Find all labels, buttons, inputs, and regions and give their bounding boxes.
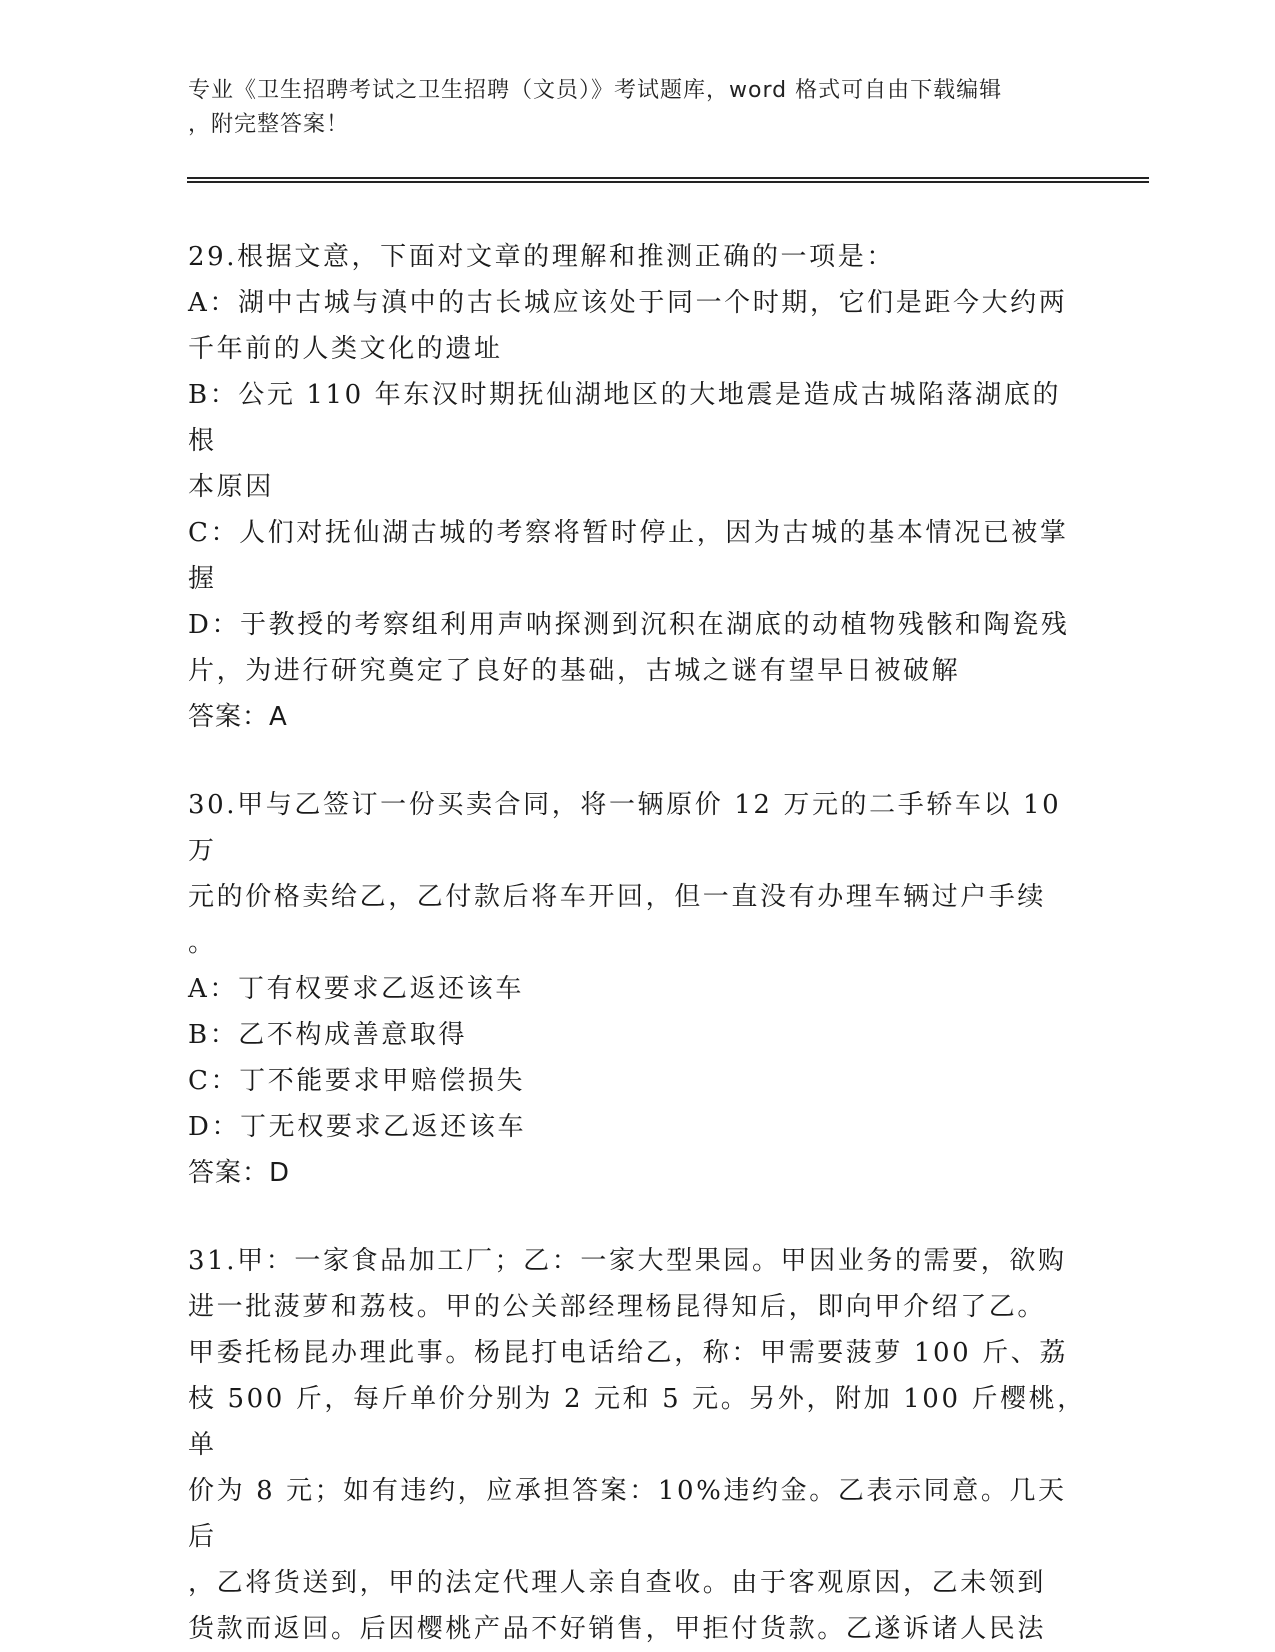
question-list: [188, 234, 1088, 1652]
question-stem-line: 29.根据文意，下面对文章的理解和推测正确的一项是：: [188, 242, 895, 272]
answer-option-line: 本原因: [188, 472, 274, 502]
answer-option-line: B：乙不构成善意取得: [188, 1020, 468, 1050]
question-stem-line: 31.甲：一家食品加工厂；乙：一家大型果园。甲因业务的需要，欲购: [188, 1246, 1067, 1276]
question-stem-line: 进一批菠萝和荔枝。甲的公关部经理杨昆得知后，即向甲介绍了乙。: [188, 1292, 1047, 1322]
header-line-1: 专业《卫生招聘考试之卫生招聘（文员）》考试题库，word 格式可自由下载编辑: [188, 78, 1003, 103]
question-stem-line: 枝 500 斤，每斤单价分别为 2 元和 5 元。另外，附加 100 斤樱桃，单: [188, 1384, 1086, 1460]
document-header: [188, 74, 1088, 142]
answer-key: 答案：D: [188, 1158, 291, 1188]
question-stem-line: ，乙将货送到，甲的法定代理人亲自查收。由于客观原因，乙未领到: [188, 1568, 1047, 1598]
question-stem-line: 甲委托杨昆办理此事。杨昆打电话给乙，称：甲需要菠萝 100 斤、荔: [188, 1338, 1068, 1368]
question-stem-line: 价为 8 元；如有违约，应承担答案：10%违约金。乙表示同意。几天后: [188, 1476, 1067, 1552]
answer-option-line: B：公元 110 年东汉时期抚仙湖地区的大地震是造成古城陷落湖底的根: [188, 380, 1062, 456]
answer-option-line: 握: [188, 564, 217, 594]
answer-option-line: A：丁有权要求乙返还该车: [188, 974, 524, 1004]
header-divider: [187, 177, 1149, 183]
answer-option-line: 千年前的人类文化的遗址: [188, 334, 503, 364]
question-stem-line: 货款而返回。后因樱桃产品不好销售，甲拒付货款。乙遂诉诸人民法: [188, 1614, 1047, 1644]
header-line-2: ，附完整答案！: [188, 112, 350, 137]
question-block: [188, 782, 1088, 1196]
question-stem-line: 30.甲与乙签订一份买卖合同，将一辆原价 12 万元的二手轿车以 10 万: [188, 790, 1062, 866]
question-stem-line: 元的价格卖给乙，乙付款后将车开回，但一直没有办理车辆过户手续: [188, 882, 1047, 912]
question-stem-line: 。: [188, 928, 217, 958]
answer-key: 答案：A: [188, 702, 288, 732]
answer-option-line: C：丁不能要求甲赔偿损失: [188, 1066, 526, 1096]
question-block: [188, 234, 1088, 740]
answer-option-line: C：人们对抚仙湖古城的考察将暂时停止，因为古城的基本情况已被掌: [188, 518, 1069, 548]
answer-option-line: A：湖中古城与滇中的古长城应该处于同一个时期，它们是距今大约两: [188, 288, 1068, 318]
answer-option-line: D：丁无权要求乙返还该车: [188, 1112, 527, 1142]
answer-option-line: 片，为进行研究奠定了良好的基础，古城之谜有望早日被破解: [188, 656, 961, 686]
answer-option-line: D：于教授的考察组利用声呐探测到沉积在湖底的动植物残骸和陶瓷残: [188, 610, 1070, 640]
question-block: [188, 1238, 1088, 1652]
